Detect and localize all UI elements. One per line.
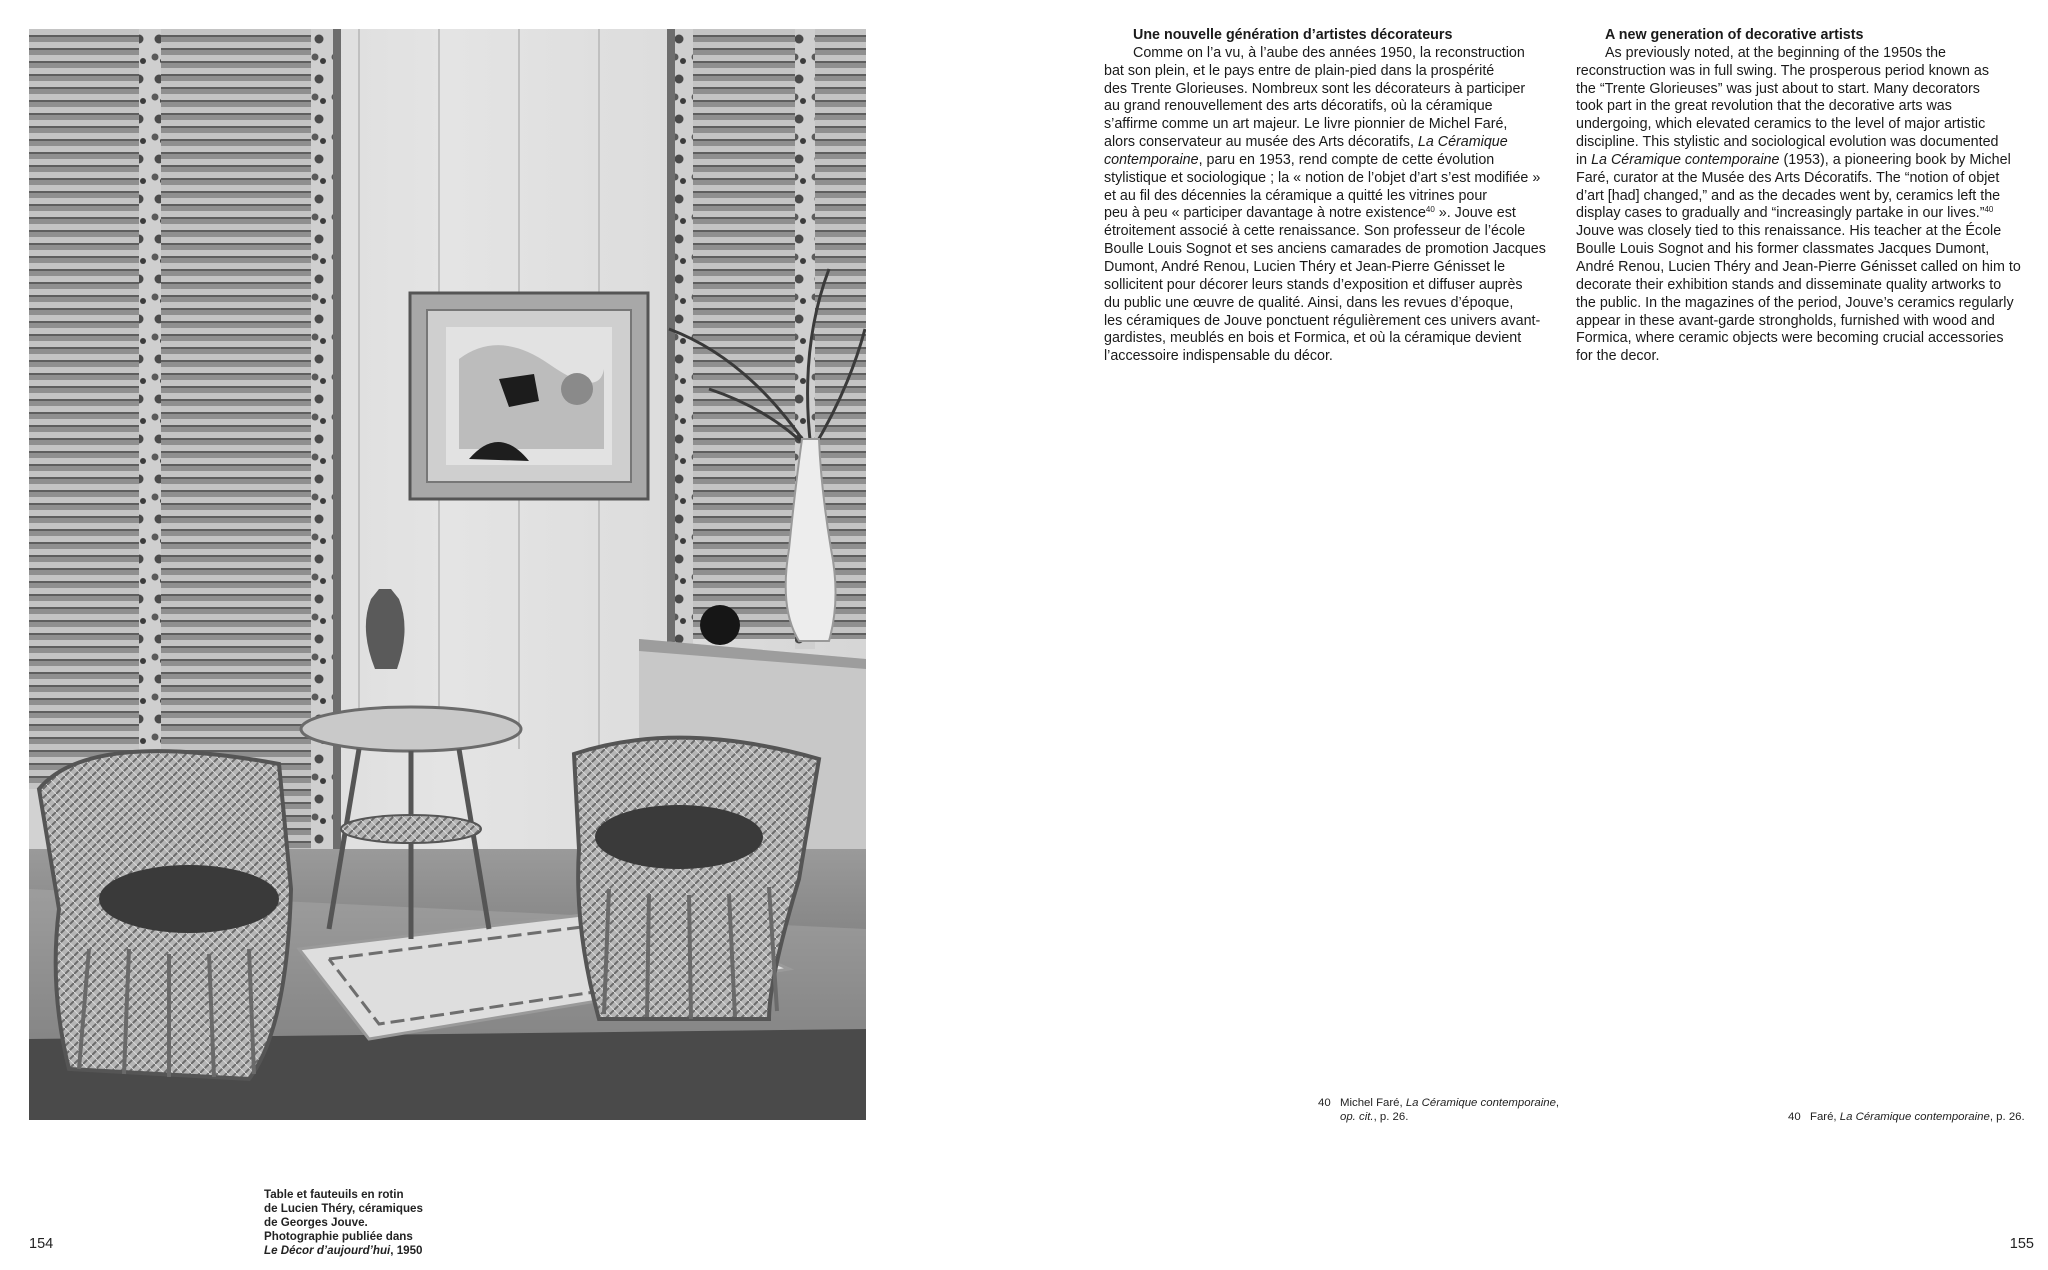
caption-line bbox=[264, 1230, 444, 1244]
text-run: , bbox=[1555, 1097, 1560, 1109]
caption-source-title: Le Décor d’aujourd’hui bbox=[264, 1244, 391, 1257]
footnote-line bbox=[1810, 1110, 2028, 1124]
italic-text: La Céramique contemporaine bbox=[1591, 151, 1780, 168]
french-text-line bbox=[1104, 348, 1556, 366]
text-run: Faré, bbox=[1810, 1111, 1840, 1123]
french-footnote bbox=[1318, 1096, 1608, 1124]
french-text-line bbox=[1104, 295, 1556, 313]
french-heading: Une nouvelle génération d’artistes décorateurs bbox=[1133, 27, 1453, 43]
text-run: discipline. This stylistic and sociological evolution was documented bbox=[1576, 134, 1999, 151]
english-column bbox=[1576, 27, 2032, 366]
english-text-line bbox=[1576, 313, 2032, 331]
french-text-line bbox=[1104, 170, 1556, 188]
footnote-text bbox=[1318, 1096, 1608, 1124]
french-text-line bbox=[1104, 259, 1556, 277]
text-run: et au fil des décennies la céramique a quitté les vitrines pour bbox=[1104, 187, 1488, 204]
text-run: les céramiques de Jouve ponctuent régulièrement ces univers avant- bbox=[1104, 312, 1541, 329]
text-run: étroitement associé à cette renaissance. Son professeur de l’école bbox=[1104, 223, 1526, 240]
text-run: decorate their exhibition stands and disseminate quality artworks to bbox=[1576, 276, 2002, 293]
english-text-line bbox=[1576, 81, 2032, 99]
french-text-line bbox=[1104, 205, 1556, 223]
caption-text: de Lucien Théry, céramiques bbox=[264, 1202, 423, 1215]
french-column bbox=[1104, 27, 1556, 366]
text-run: Michel Faré, bbox=[1340, 1097, 1406, 1109]
english-footnote bbox=[1788, 1110, 2028, 1124]
text-run: took part in the great revolution that the decorative arts was bbox=[1576, 98, 1952, 115]
english-text-line bbox=[1576, 223, 2032, 241]
english-text-line bbox=[1576, 295, 2032, 313]
text-run: sollicitent pour décorer leurs stands d’exposition et diffuser auprès bbox=[1104, 276, 1523, 293]
footnote-number: 40 bbox=[1318, 1097, 1331, 1109]
footnote-text bbox=[1788, 1110, 2028, 1124]
footnote-reference: 40 bbox=[1984, 205, 1994, 215]
text-run: Faré, curator at the Musée des Arts Décoratifs. The “notion of objet bbox=[1576, 169, 2000, 186]
text-run: bat son plein, et le pays entre de plain-pied dans la prospérité bbox=[1104, 62, 1495, 79]
english-text-line bbox=[1576, 98, 2032, 116]
text-run: Boulle Louis Sognot and his former classmates Jacques Dumont, bbox=[1576, 241, 1990, 258]
text-run: Formica, where ceramic objects were becoming crucial accessories bbox=[1576, 330, 2004, 347]
caption-line bbox=[264, 1202, 444, 1216]
text-run: As previously noted, at the beginning of the 1950s the bbox=[1605, 44, 1946, 61]
text-run: peu à peu « participer davantage à notre existence bbox=[1104, 205, 1426, 222]
text-run: reconstruction was in full swing. The prosperous period known as bbox=[1576, 62, 1989, 79]
text-run: (1953), a pioneering book by Michel bbox=[1779, 151, 2011, 168]
text-run: Jouve was closely tied to this renaissance. His teacher at the École bbox=[1576, 223, 2002, 240]
french-text-line bbox=[1104, 152, 1556, 170]
text-run: , paru en 1953, rend compte de cette évolution bbox=[1198, 151, 1495, 168]
english-text-line bbox=[1576, 259, 2032, 277]
footnote-line bbox=[1340, 1096, 1608, 1110]
text-run: for the decor. bbox=[1576, 348, 1660, 365]
caption-line bbox=[264, 1188, 444, 1202]
text-run: André Renou, Lucien Théry and Jean-Pierre Génisset called on him to bbox=[1576, 258, 2021, 275]
french-text-line bbox=[1104, 277, 1556, 295]
text-run: s’affirme comme un art majeur. Le livre pionnier de Michel Faré, bbox=[1104, 116, 1508, 133]
english-text-line bbox=[1576, 188, 2032, 206]
footnote-reference: 40 bbox=[1425, 205, 1435, 215]
italic-text: contemporaine bbox=[1104, 151, 1199, 168]
text-run: des Trente Glorieuses. Nombreux sont les décorateurs à participer bbox=[1104, 80, 1526, 97]
french-text-line bbox=[1104, 223, 1556, 241]
interior-photo-drawing bbox=[29, 29, 866, 1120]
caption-text: de Georges Jouve. bbox=[264, 1216, 368, 1229]
french-text-line bbox=[1104, 134, 1556, 152]
english-text-line bbox=[1576, 152, 2032, 170]
text-run: l’accessoire indispensable du décor. bbox=[1104, 348, 1333, 365]
english-text-line bbox=[1576, 205, 2032, 223]
page-number-left: 154 bbox=[29, 1236, 54, 1252]
english-text-line bbox=[1576, 45, 2032, 63]
text-run: alors conservateur au musée des Arts décoratifs, bbox=[1104, 134, 1418, 151]
text-run: the “Trente Glorieuses” was just about to start. Many decorators bbox=[1576, 80, 1980, 97]
english-text-line bbox=[1576, 241, 2032, 259]
english-text-line bbox=[1576, 170, 2032, 188]
text-run: undergoing, which elevated ceramics to the level of major artistic bbox=[1576, 116, 1986, 133]
french-text-line bbox=[1104, 241, 1556, 259]
french-text-line bbox=[1104, 188, 1556, 206]
english-text-line bbox=[1576, 330, 2032, 348]
footnote-line bbox=[1340, 1110, 1608, 1124]
text-run: stylistique et sociologique ; la « notion de l’objet d’art s’est modifiée » bbox=[1104, 169, 1541, 186]
french-text-line bbox=[1104, 45, 1556, 63]
text-run: appear in these avant-garde strongholds, furnished with wood and bbox=[1576, 312, 1995, 329]
english-text-line bbox=[1576, 63, 2032, 81]
caption-text: , 1950 bbox=[390, 1244, 423, 1257]
french-text-line bbox=[1104, 313, 1556, 331]
caption-line bbox=[264, 1244, 444, 1258]
text-run: display cases to gradually and “increasingly partake in our lives.” bbox=[1576, 205, 1985, 222]
italic-text: La Céramique contemporaine bbox=[1405, 1097, 1556, 1109]
french-text-line bbox=[1104, 63, 1556, 81]
text-run: Comme on l’a vu, à l’aube des années 1950, la reconstruction bbox=[1133, 44, 1525, 61]
text-run: du public une œuvre de qualité. Ainsi, dans les revues d’époque, bbox=[1104, 294, 1514, 311]
text-run: Dumont, André Renou, Lucien Théry et Jean-Pierre Génisset le bbox=[1104, 258, 1506, 275]
caption-text: Photographie publiée dans bbox=[264, 1230, 413, 1243]
english-text-line bbox=[1576, 348, 2032, 366]
french-text-line bbox=[1104, 81, 1556, 99]
text-run: ». Jouve est bbox=[1434, 205, 1516, 222]
italic-text: La Céramique bbox=[1417, 134, 1508, 151]
interior-photo bbox=[29, 29, 866, 1120]
text-run: in bbox=[1576, 151, 1592, 168]
french-text-line bbox=[1104, 330, 1556, 348]
caption-line bbox=[264, 1216, 444, 1230]
footnote-number: 40 bbox=[1788, 1111, 1801, 1123]
english-heading: A new generation of decorative artists bbox=[1605, 27, 1864, 43]
english-text-line bbox=[1576, 134, 2032, 152]
french-text-line bbox=[1104, 116, 1556, 134]
caption-text: Table et fauteuils en rotin bbox=[264, 1188, 404, 1201]
french-text-line bbox=[1104, 98, 1556, 116]
text-run: d’art [had] changed,” and as the decades went by, ceramics left the bbox=[1576, 187, 2001, 204]
text-run: Boulle Louis Sognot et ses anciens camarades de promotion Jacques bbox=[1104, 241, 1546, 258]
text-run: , p. 26. bbox=[1373, 1111, 1409, 1123]
italic-text: La Céramique contemporaine bbox=[1839, 1111, 1990, 1123]
text-run: the public. In the magazines of the period, Jouve’s ceramics regularly bbox=[1576, 294, 2014, 311]
text-run: , p. 26. bbox=[1989, 1111, 2025, 1123]
text-run: gardistes, meublés en bois et Formica, et où la céramique devient bbox=[1104, 330, 1522, 347]
english-body bbox=[1576, 45, 2032, 366]
photo-caption bbox=[264, 1188, 444, 1258]
italic-text: op. cit. bbox=[1340, 1111, 1374, 1123]
page-number-right: 155 bbox=[2009, 1236, 2034, 1252]
french-body bbox=[1104, 45, 1556, 366]
english-text-line bbox=[1576, 277, 2032, 295]
english-text-line bbox=[1576, 116, 2032, 134]
text-run: au grand renouvellement des arts décoratifs, où la céramique bbox=[1104, 98, 1493, 115]
